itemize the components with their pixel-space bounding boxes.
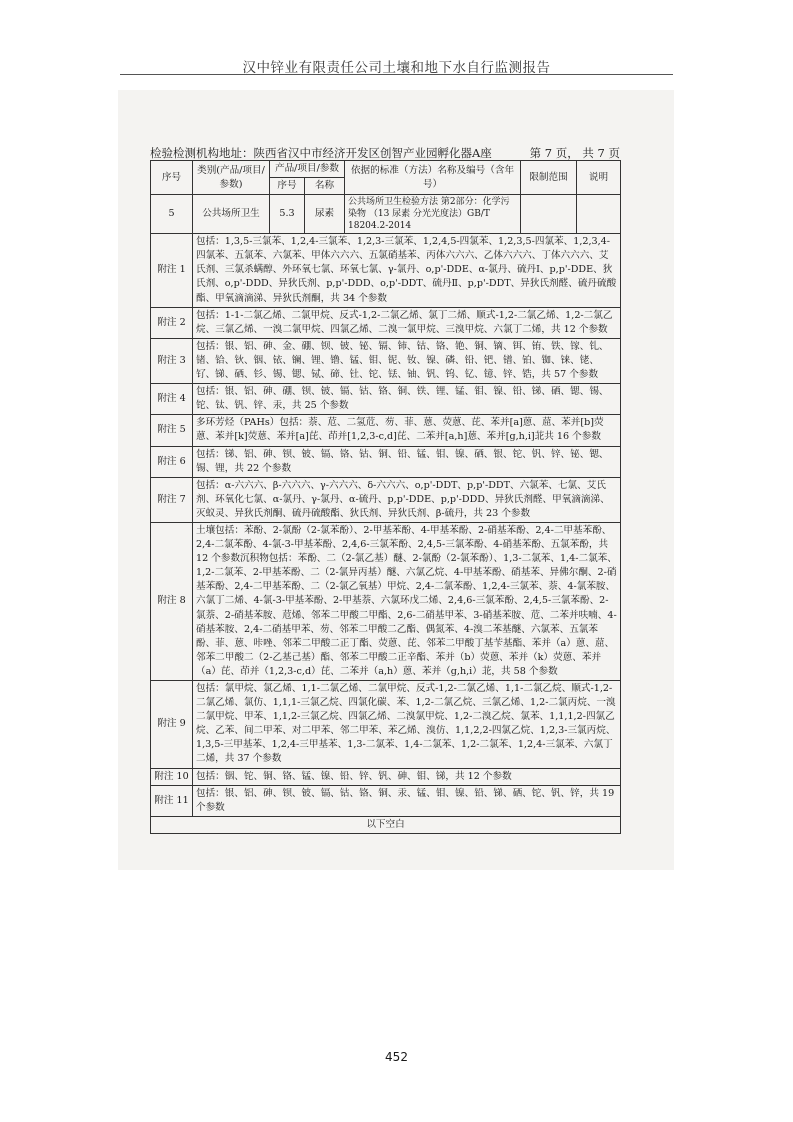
note-text: 包括：1,3,5-三氯苯、1,2,4-三氯苯、1,2,3-三氯苯、1,2,4,5-四氯苯、1,2,3,5-四氯苯、1,2,3,4-四氯苯、五氯苯、六氯苯、甲体六六六、五氯硝基苯、丙体六六六、乙体六六六、丁体六六六、艾氏剂、三氯杀螨醇、外环氧七氯、环氧七氯、γ-氯丹、o,p'-DDE、α-氯丹、硫丹Ⅰ、p,p'-DDE、狄氏剂、o,p'-DDD、异狄氏剂、p,p'-DDD、o,p'-DDT、硫丹Ⅱ、p,p'-DDT、异狄氏剂醛、硫丹硫酸酯、甲氧滴滴涕、异狄氏剂酮，共 34 个参数 <box>193 234 621 307</box>
row-note <box>577 195 621 234</box>
note-text: 包括：α-六六六、β-六六六、γ-六六六、δ-六六六、o,p'-DDT、p,p'-DDT、六氯苯、七氯、艾氏剂、环氧化七氯、α-氯丹、γ-氯丹、α-硫丹、p,p'-DDE、p,p'-DDD、异狄氏剂醛、甲氧滴滴涕、灭蚁灵、异狄氏剂酮、硫丹硫酸酯、狄氏剂、异狄氏剂、β-硫丹，共 23 个参数 <box>193 477 621 522</box>
row-seq: 5 <box>151 195 193 234</box>
header-sub-seq: 序号 <box>270 178 305 195</box>
note-text: 包括：氯甲烷、氯乙烯、1,1-二氯乙烯、二氯甲烷、反式-1,2-二氯乙烯、1,1-二氯乙烷、顺式-1,2-二氯乙烯、氯仿、1,1,1-三氯乙烷、四氯化碳、苯、1,2-二氯乙烷、三氯乙烯、1,2-二氯丙烷、一溴二氯甲烷、甲苯、1,1,2-三氯乙烷、四氯乙烯、二溴氯甲烷、1,2-二溴乙烷、氯苯、1,1,1,2-四氯乙烷、乙苯、间二甲苯、对二甲苯、邻二甲苯、苯乙烯、溴仿、1,1,2,2-四氯乙烷、1,2,3-三氯丙烷、1,3,5-三甲基苯、1,2,4-三甲基苯、1,3-二氯苯、1,4-二氯苯、1,2-二氯苯、1,2,4-三氯苯、六氯丁二烯，共 37 个参数 <box>193 681 621 769</box>
note-row <box>151 384 621 415</box>
row-category: 公共场所卫生 <box>193 195 270 234</box>
scope-table <box>150 160 621 834</box>
header-limit: 限制范围 <box>521 161 577 195</box>
note-row <box>151 234 621 307</box>
row-standard: 公共场所卫生检验方法 第2部分：化学污染物 （13 尿素 分光光度法）GB/T 18204.2-2014 <box>345 195 521 234</box>
note-row <box>151 681 621 769</box>
note-text: 包括：银、铝、砷、钡、铍、镉、钴、铬、铜、汞、锰、钼、镍、铅、锑、硒、铊、钒、锌，共 19 个参数 <box>193 785 621 816</box>
page-header-title: 汉中锌业有限责任公司土壤和地下水自行监测报告 <box>242 60 551 76</box>
note-label: 附注 10 <box>151 768 193 785</box>
row-sub-seq: 5.3 <box>270 195 305 234</box>
note-row <box>151 477 621 522</box>
note-text: 包括：锑、铝、砷、钡、铍、镉、铬、钴、铜、铅、锰、钼、镍、硒、银、铊、钒、锌、铋、锶、锡、锂，共 22 个参数 <box>193 446 621 477</box>
note-label: 附注 3 <box>151 338 193 383</box>
note-row <box>151 446 621 477</box>
note-label: 附注 1 <box>151 234 193 307</box>
note-label: 附注 5 <box>151 415 193 446</box>
table-row <box>151 195 621 234</box>
note-label: 附注 7 <box>151 477 193 522</box>
page-number: 452 <box>385 1050 408 1064</box>
note-row <box>151 522 621 680</box>
note-text: 包括：1-1-二氯乙烯、二氯甲烷、反式-1,2-二氯乙烯、氯丁二烯、顺式-1,2-二氯乙烯、1,2-二氯乙烷、三氯乙烯、一溴二氯甲烷、四氯乙烯、二溴一氯甲烷、三溴甲烷、六氯丁二烯，共 12 个参数 <box>193 307 621 338</box>
lab-address: 检验检测机构地址：陕西省汉中市经济开发区创智产业园孵化器A座 <box>150 146 492 160</box>
note-text: 包括：银、铝、砷、金、硼、钡、铍、铋、镉、铈、钴、铬、铯、铜、镝、铒、铕、铁、镓、钆、锗、铪、钬、铟、铱、镧、锂、镥、锰、钼、铌、钕、镍、磷、铅、钯、镨、铂、铷、铼、铑、钌、锑、硒、钐、锡、锶、铽、碲、钍、铊、铥、铀、钒、钨、钇、镱、锌、锆，共 57 个参数 <box>193 338 621 383</box>
note-label: 附注 4 <box>151 384 193 415</box>
header-divider <box>120 74 673 75</box>
note-label: 附注 9 <box>151 681 193 769</box>
note-row <box>151 768 621 785</box>
blank-below-note: 以下空白 <box>151 816 621 833</box>
row-limit <box>521 195 577 234</box>
note-text: 包括：铟、铊、铜、铬、锰、镍、铅、锌、钒、砷、钼、锑，共 12 个参数 <box>193 768 621 785</box>
note-label: 附注 8 <box>151 522 193 680</box>
note-label: 附注 2 <box>151 307 193 338</box>
header-category: 类别(产品/项目/参数) <box>193 161 270 195</box>
row-name: 尿素 <box>305 195 345 234</box>
note-label: 附注 11 <box>151 785 193 816</box>
note-label: 附注 6 <box>151 446 193 477</box>
note-row <box>151 785 621 816</box>
header-note: 说明 <box>577 161 621 195</box>
table-header-row <box>151 161 621 178</box>
note-text: 多环芳烃（PAHs）包括：萘、苊、二氢苊、芴、菲、蒽、荧蒽、芘、苯并[a]蒽、䓛、苯并[b]荧蒽、苯并[k]荧蒽、苯并[a]芘、茚并[1,2,3-c,d]芘、二苯并[a,h]蒽、苯并[g,h,i]苝共 16 个参数 <box>193 415 621 446</box>
note-text: 土壤包括：苯酚、2-氯酚（2-氯苯酚）、2-甲基苯酚、4-甲基苯酚、2-硝基苯酚、2,4-二甲基苯酚、2,4-二氯苯酚、4-氯-3-甲基苯酚、2,4,6-三氯苯酚、2,4,5-三氯苯酚、4-硝基苯酚、五氯苯酚，共 12 个参数沉积物包括：苯酚、二（2-氯乙基）醚、2-氯酚（2-氯苯酚）、1,3-二氯苯、1,4-二氯苯、1,2-二氯苯、2-甲基苯酚、二（2-氯异丙基）醚、六氯乙烷、4-甲基苯酚、硝基苯、异佛尔酮、2-硝基苯酚、2,4-二甲基苯酚、二（2-氯乙氧基）甲烷、2,4-二氯苯酚、1,2,4-三氯苯、萘、4-氯苯胺、六氯丁二烯、4-氯-3-甲基苯酚、2-甲基萘、六氯环戊二烯、2,4,6-三氯苯酚、2,4,5-三氯苯酚、2-氯萘、2-硝基苯胺、苊烯、邻苯二甲酸二甲酯、2,6-二硝基甲苯、3-硝基苯胺、苊、二苯并呋喃、4-硝基苯胺、2,4-二硝基甲苯、芴、邻苯二甲酸二乙酯、偶氮苯、4-溴二苯基醚、六氯苯、五氯苯酚、菲、蒽、咔唑、邻苯二甲酸二正丁酯、荧蒽、芘、邻苯二甲酸丁基苄基酯、苯并（a）蒽、䓛、邻苯二甲酸二（2-乙基己基）酯、邻苯二甲酸二正辛酯、苯并（b）荧蒽、苯并（k）荧蒽、苯并（a）芘、茚并（1,2,3-c,d）芘、二苯并（a,h）蒽、苯并（g,h,i）苝，共 58 个参数 <box>193 522 621 680</box>
note-row <box>151 307 621 338</box>
header-name: 名称 <box>305 178 345 195</box>
lab-address-line <box>150 145 620 161</box>
header-standard: 依据的标准（方法）名称及编号（含年号） <box>345 161 521 195</box>
table-footer-row <box>151 816 621 833</box>
note-row <box>151 338 621 383</box>
note-row <box>151 415 621 446</box>
page-count: 第 7 页， 共 7 页 <box>529 146 620 160</box>
header-seq: 序号 <box>151 161 193 195</box>
note-text: 包括：银、铝、砷、硼、钡、铍、镉、钴、铬、铜、铁、锂、锰、钼、镍、铅、锑、硒、锶、锡、铊、钛、钒、锌、汞，共 25 个参数 <box>193 384 621 415</box>
header-product: 产品/项目/参数 <box>270 161 345 178</box>
